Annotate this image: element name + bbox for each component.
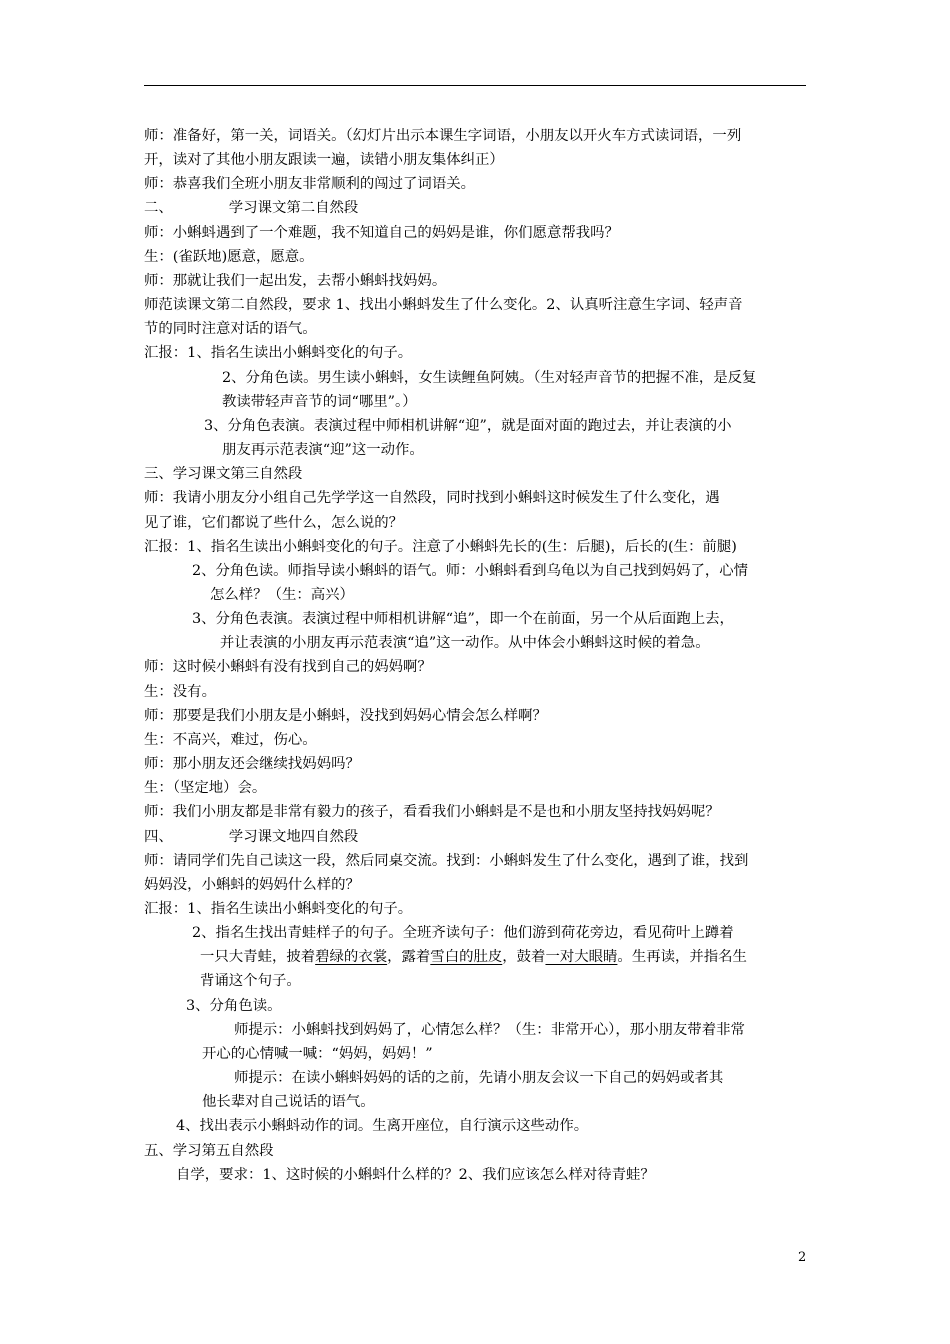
section-number: 二、 bbox=[144, 200, 173, 217]
list-item: 3、分角色读。 bbox=[186, 997, 282, 1014]
section-title: 学习课文第二自然段 bbox=[228, 200, 359, 217]
list-item-continued: 并让表演的小朋友再示范表演“追”这一动作。从中体会小蝌蚪这时候的着急。 bbox=[220, 635, 710, 652]
teacher-prompt-continued: 开心的心情喊一喊：“妈妈，妈妈！” bbox=[202, 1045, 433, 1062]
text-span: 一只大青蛙，披着 bbox=[200, 949, 316, 966]
section-title: 学习课文地四自然段 bbox=[228, 828, 359, 845]
text-line: 见了谁，它们都说了些什么，怎么说的？ bbox=[144, 514, 404, 531]
page-number: 2 bbox=[798, 1250, 807, 1265]
section-heading-3: 三、学习课文第三自然段 bbox=[144, 466, 303, 483]
text-line: 师：准备好，第一关，词语关。（幻灯片出示本课生字词语，小朋友以开火车方式读词语，一列 bbox=[144, 128, 742, 144]
list-item-continued: 教读带轻声音节的词“哪里”。） bbox=[222, 393, 417, 410]
text-span: 。生再读，并指名生 bbox=[617, 949, 747, 966]
text-line: 师：那小朋友还会继续找妈妈吗？ bbox=[144, 756, 360, 773]
text-line: 师：我们小朋友都是非常有毅力的孩子，看看我们小蝌蚪是不是也和小朋友坚持找妈妈呢？ bbox=[144, 804, 720, 821]
text-line: 妈妈没，小蝌蚪的妈妈什么样的？ bbox=[144, 876, 360, 893]
text-line: 生：不高兴，难过，伤心。 bbox=[144, 731, 317, 748]
header-rule bbox=[144, 85, 806, 86]
document-body bbox=[144, 124, 810, 1187]
text-line: 师：恭喜我们全班小朋友非常顺利的闯过了词语关。 bbox=[144, 176, 475, 193]
list-item-continued: 朋友再示范表演“迎”这一动作。 bbox=[222, 442, 424, 459]
text-line: 开，读对了其他小朋友跟读一遍，读错小朋友集体纠正） bbox=[144, 152, 504, 169]
text-line: 师：请同学们先自己读这一段，然后同桌交流。找到：小蝌蚪发生了什么变化，遇到了谁，找到 bbox=[144, 852, 749, 869]
text-line: 师范读课文第二自然段，要求 1、找出小蝌蚪发生了什么变化。2、认真听注意生字词、轻声音 bbox=[144, 297, 743, 314]
section-number: 四、 bbox=[144, 828, 173, 845]
list-item: 2、分角色读。师指导读小蝌蚪的语气。师：小蝌蚪看到乌龟以为自己找到妈妈了，心情 bbox=[192, 562, 749, 579]
text-line: 生：（坚定地）会。 bbox=[144, 780, 267, 797]
text-line: 师：那就让我们一起出发，去帮小蝌蚪找妈妈。 bbox=[144, 272, 447, 289]
section-heading-4 bbox=[144, 825, 810, 849]
teacher-prompt: 师提示：在读小蝌蚪妈妈的话的之前，先请小朋友会议一下自己的妈妈或者其 bbox=[234, 1070, 724, 1087]
teacher-prompt: 师提示：小蝌蚪找到妈妈了，心情怎么样？（生：非常开心），那小朋友带着非常 bbox=[234, 1021, 745, 1038]
text-line: 生：(雀跃地)愿意，愿意。 bbox=[144, 248, 314, 265]
section-heading-2 bbox=[144, 196, 810, 220]
list-item: 2、分角色读。男生读小蝌蚪，女生读鲤鱼阿姨。（生对轻声音节的把握不准，是反复 bbox=[222, 369, 757, 386]
text-line: 师：那要是我们小朋友是小蝌蚪，没找到妈妈心情会怎么样啊？ bbox=[144, 707, 547, 724]
text-line: 汇报：1、指名生读出小蝌蚪变化的句子。 bbox=[144, 345, 413, 362]
section-heading-5: 五、学习第五自然段 bbox=[144, 1142, 274, 1159]
list-item-continued: 怎么样？（生：高兴） bbox=[210, 586, 354, 603]
text-line: 师：这时候小蝌蚪有没有找到自己的妈妈啊？ bbox=[144, 659, 432, 676]
text-line: 师：小蝌蚪遇到了一个难题，我不知道自己的妈妈是谁，你们愿意帮我吗？ bbox=[144, 224, 619, 241]
text-line: 生：没有。 bbox=[144, 683, 216, 700]
underlined-phrase: 一对大眼睛 bbox=[545, 949, 618, 966]
underlined-phrase: 碧绿的衣裳 bbox=[315, 949, 388, 966]
text-span: ，露着 bbox=[387, 949, 431, 966]
text-line: 汇报：1、指名生读出小蝌蚪变化的句子。注意了小蝌蚪先长的(生：后腿)，后长的(生：前腿) bbox=[144, 538, 737, 555]
list-item: 4、找出表示小蝌蚪动作的词。生离开座位，自行演示这些动作。 bbox=[176, 1118, 589, 1135]
list-item: 2、指名生找出青蛙样子的句子。全班齐读句子：他们游到荷花旁边，看见荷叶上蹲着 bbox=[192, 925, 734, 942]
text-line: 汇报：1、指名生读出小蝌蚪变化的句子。 bbox=[144, 901, 413, 917]
underlined-phrase: 雪白的肚皮 bbox=[430, 949, 503, 966]
list-item-continued bbox=[144, 945, 810, 969]
text-span: ，鼓着 bbox=[502, 949, 546, 966]
text-line: 自学，要求：1、这时候的小蝌蚪什么样的？2、我们应该怎么样对待青蛙？ bbox=[176, 1166, 655, 1183]
list-item-continued: 背诵这个句子。 bbox=[200, 973, 301, 990]
list-item: 3、分角色表演。表演过程中师相机讲解“追”，即一个在前面，另一个从后面跑上去， bbox=[192, 611, 734, 628]
text-line: 师：我请小朋友分小组自己先学学这一自然段，同时找到小蝌蚪这时候发生了什么变化，遇 bbox=[144, 490, 720, 507]
teacher-prompt-continued: 他长辈对自己说话的语气。 bbox=[202, 1094, 375, 1111]
list-item: 3、分角色表演。表演过程中师相机讲解“迎”，就是面对面的跑过去，并让表演的小 bbox=[204, 417, 732, 434]
text-line: 节的同时注意对话的语气。 bbox=[144, 321, 317, 338]
